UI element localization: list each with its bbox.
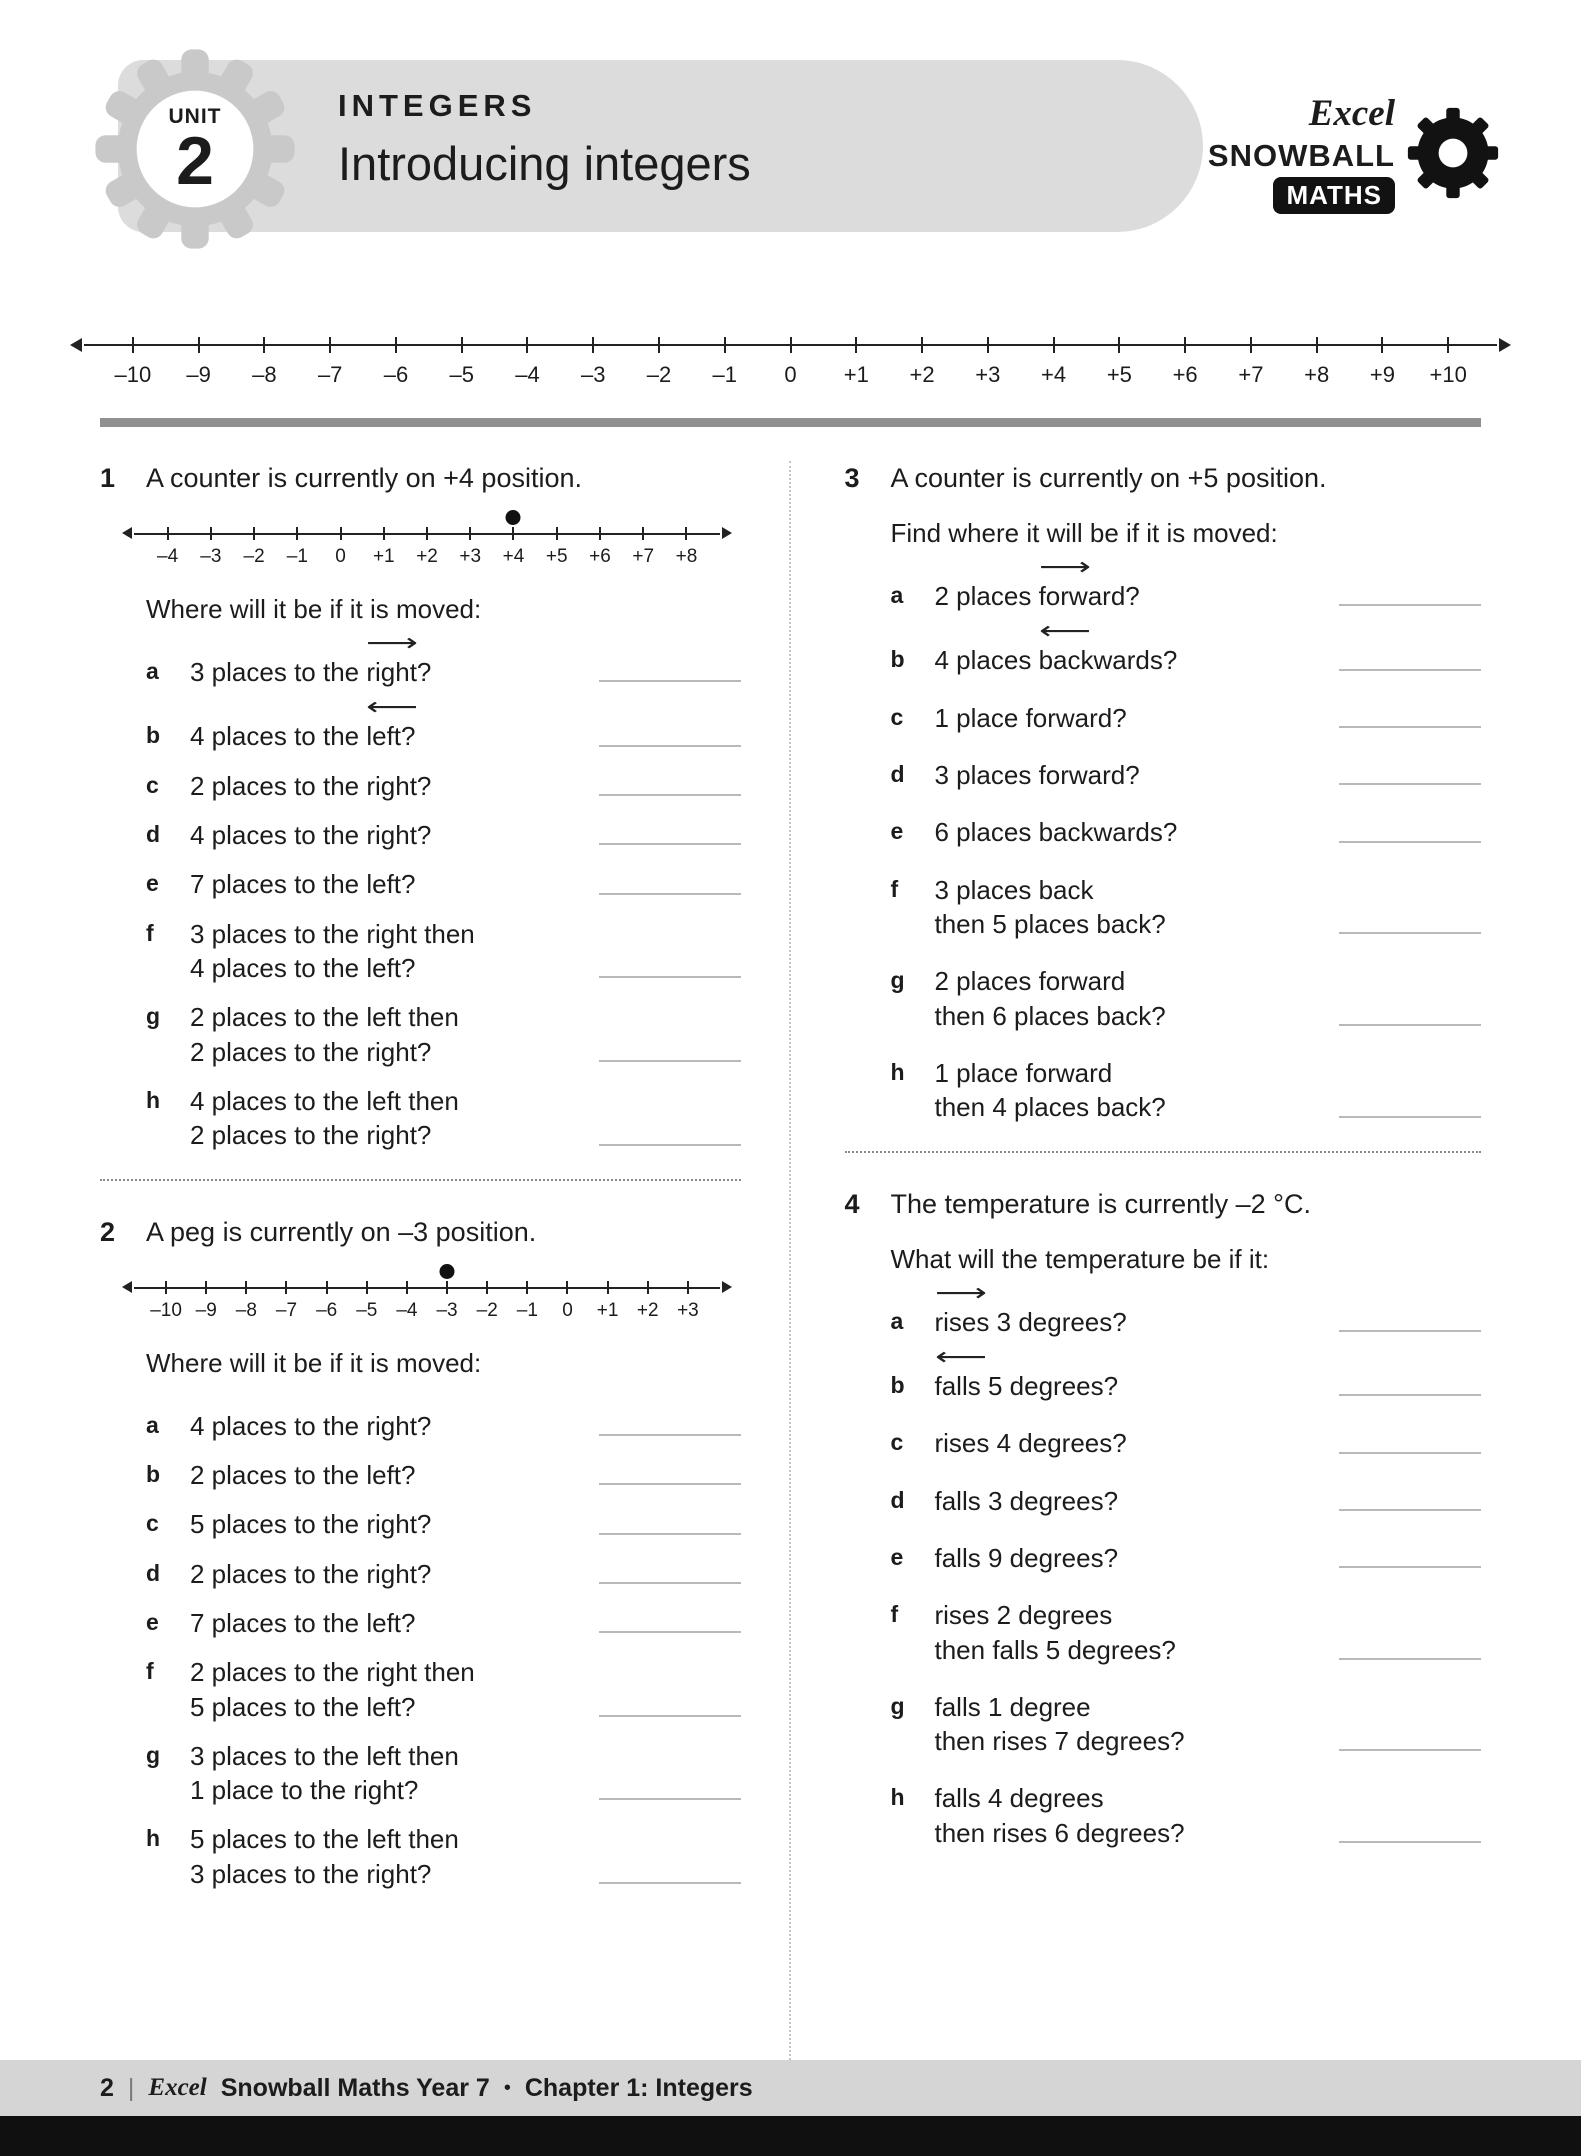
question-prompt: A peg is currently on –3 position. xyxy=(146,1216,537,1247)
item-text: 2 places to the right then 5 places to the left? xyxy=(190,1657,475,1722)
tick-label: +2 xyxy=(909,362,935,387)
item-letter: e xyxy=(890,818,904,845)
question-item xyxy=(891,1056,1482,1125)
answer-blank[interactable] xyxy=(1339,1452,1481,1454)
item-letter: c xyxy=(146,771,159,798)
question-item xyxy=(146,769,741,803)
footer-chapter: Chapter 1: Integers xyxy=(524,2073,753,2102)
item-letter: c xyxy=(146,1510,159,1537)
right-column xyxy=(791,461,1482,2060)
tick-label: –3 xyxy=(436,1299,458,1321)
page-footer xyxy=(0,2060,1581,2116)
answer-blank[interactable] xyxy=(1339,1116,1481,1118)
tick-label: –4 xyxy=(396,1299,418,1321)
footer-bullet: • xyxy=(503,2076,511,2099)
page-header xyxy=(0,0,1581,272)
question-number: 2 xyxy=(100,1216,116,1247)
answer-blank[interactable] xyxy=(1339,1024,1481,1026)
question-item xyxy=(146,1655,741,1724)
tick-label: +1 xyxy=(596,1299,619,1321)
item-letter: h xyxy=(890,1784,905,1811)
answer-blank[interactable] xyxy=(599,1483,741,1485)
right-arrowhead-icon xyxy=(722,527,732,539)
answer-blank[interactable] xyxy=(1339,669,1481,671)
question-item xyxy=(891,1484,1482,1518)
direction-arrow-icon: ⟶ xyxy=(366,628,419,658)
question-number: 4 xyxy=(844,1188,860,1219)
item-letter: d xyxy=(890,1486,905,1513)
item-text: 3 places forward? xyxy=(934,760,1140,791)
question-item xyxy=(891,964,1482,1033)
tick-label: +6 xyxy=(589,546,611,568)
item-text: 3 places to the right then 4 places to the left? xyxy=(190,918,475,983)
tick-label: +6 xyxy=(1172,362,1198,387)
unit-gear-badge xyxy=(92,46,298,252)
tick-label: –3 xyxy=(581,362,606,387)
left-arrowhead-icon xyxy=(122,1281,132,1293)
question-item xyxy=(890,552,1482,613)
number-line-axis xyxy=(134,533,720,535)
direction-arrow-icon: ⟶ xyxy=(934,1277,987,1307)
answer-blank[interactable] xyxy=(1339,1749,1481,1751)
question-item xyxy=(891,1598,1482,1667)
item-text: 1 place forward? xyxy=(934,702,1127,733)
question-item xyxy=(891,873,1482,942)
tick-label: +2 xyxy=(636,1299,659,1321)
question-item xyxy=(146,1822,741,1891)
tick-label: –2 xyxy=(476,1299,498,1321)
question-item xyxy=(890,616,1482,677)
main-number-line xyxy=(100,336,1481,388)
tick-label: –10 xyxy=(114,362,152,387)
unit-label: UNIT xyxy=(168,104,222,128)
tick-label: –1 xyxy=(712,362,738,387)
answer-blank[interactable] xyxy=(1339,1394,1481,1396)
question-items xyxy=(146,628,741,1152)
right-arrowhead-icon xyxy=(722,1281,732,1293)
item-text: falls 3 degrees? xyxy=(934,1485,1119,1516)
brand-logo xyxy=(1208,92,1501,214)
tick-label: –1 xyxy=(286,546,308,568)
answer-blank[interactable] xyxy=(599,794,741,796)
question2-number-line xyxy=(146,1280,708,1322)
answer-blank[interactable] xyxy=(1339,1330,1481,1332)
item-letter: d xyxy=(146,821,161,848)
tick-label: –5 xyxy=(356,1299,378,1321)
tick-label: +8 xyxy=(675,546,698,568)
tick-label: –10 xyxy=(150,1299,182,1321)
item-text: ⟵ falls 5 degrees? xyxy=(934,1341,1119,1401)
tick-label: +3 xyxy=(677,1299,699,1321)
item-letter: d xyxy=(146,1559,161,1586)
item-letter: d xyxy=(890,761,905,788)
item-text: 2 places forward then 6 places back? xyxy=(934,966,1166,1031)
direction-arrow-icon: ⟵ xyxy=(366,692,419,722)
question-number: 3 xyxy=(844,463,860,493)
answer-blank[interactable] xyxy=(599,843,741,845)
question-item xyxy=(146,692,741,753)
question-items xyxy=(890,1277,1482,1850)
tick-label: +9 xyxy=(1369,362,1395,387)
item-letter: a xyxy=(890,1307,904,1334)
item-letter: h xyxy=(890,1058,905,1085)
item-text: 2 places to the left then 2 places to the right? xyxy=(190,1002,459,1067)
item-letter: g xyxy=(146,1003,161,1030)
question-subprompt: Where will it be if it is moved: xyxy=(146,594,482,625)
question1-number-line xyxy=(146,526,708,568)
tick-label: +1 xyxy=(372,546,395,568)
tick-label: +3 xyxy=(975,362,1001,387)
question-item xyxy=(146,628,741,689)
question-item xyxy=(891,758,1482,792)
question-item xyxy=(890,1341,1482,1403)
item-text: 5 places to the left then 3 places to the right? xyxy=(190,1824,459,1889)
footer-brand-excel: Excel xyxy=(148,2074,207,2101)
item-text: 4 places ⟵ backwards? xyxy=(934,616,1178,676)
brand-snowball: SNOWBALL xyxy=(1207,138,1395,173)
section-rule xyxy=(100,418,1481,427)
answer-blank[interactable] xyxy=(599,1582,741,1584)
question-4 xyxy=(845,1187,1482,1851)
tick-label: 0 xyxy=(562,1299,573,1321)
number-line-axis xyxy=(84,344,1497,346)
tick-label: 0 xyxy=(784,362,797,387)
tick-label: –9 xyxy=(186,362,211,387)
item-text: 2 places to the right? xyxy=(190,770,432,801)
question-item xyxy=(146,867,741,901)
item-letter: b xyxy=(890,1371,905,1398)
item-text: rises 2 degrees then falls 5 degrees? xyxy=(934,1600,1176,1665)
question-item xyxy=(146,917,741,986)
question-items xyxy=(146,1409,741,1891)
question-items xyxy=(890,552,1482,1124)
answer-blank[interactable] xyxy=(599,893,741,895)
tick-label: –1 xyxy=(516,1299,538,1321)
question-divider xyxy=(845,1151,1482,1153)
tick-label: –4 xyxy=(157,546,179,568)
item-text: 3 places to the ⟶ right? xyxy=(190,628,432,688)
question-item xyxy=(146,1606,741,1640)
item-letter: h xyxy=(146,1825,161,1852)
brand-excel: Excel xyxy=(1308,93,1395,134)
page-number: 2 xyxy=(100,2073,114,2102)
question-columns xyxy=(100,461,1481,2060)
answer-blank[interactable] xyxy=(1339,1509,1481,1511)
tick-label: –4 xyxy=(515,362,540,387)
item-letter: b xyxy=(146,722,161,749)
item-text: 7 places to the left? xyxy=(190,869,416,900)
answer-blank[interactable] xyxy=(599,976,741,978)
item-letter: g xyxy=(146,1741,161,1768)
tick-label: –6 xyxy=(316,1299,338,1321)
answer-blank[interactable] xyxy=(1339,1566,1481,1568)
question-item xyxy=(146,1409,741,1443)
question-subprompt: What will the temperature be if it: xyxy=(890,1243,1270,1274)
page-edge-bar xyxy=(0,2116,1581,2156)
tick-label: +7 xyxy=(1238,362,1264,387)
question-item xyxy=(146,1739,741,1808)
question-item xyxy=(891,1781,1482,1850)
brand-gear-icon xyxy=(1405,105,1501,201)
tick-label: –8 xyxy=(252,362,277,387)
question-item xyxy=(146,818,741,852)
item-text: 4 places to the ⟵ left? xyxy=(190,692,419,752)
question-item xyxy=(891,815,1482,849)
tick-label: +8 xyxy=(1304,362,1330,387)
item-letter: f xyxy=(890,1601,899,1628)
question-number: 1 xyxy=(100,463,116,493)
tick-label: +2 xyxy=(416,546,438,568)
answer-blank[interactable] xyxy=(599,1144,741,1146)
item-text: 7 places to the left? xyxy=(190,1607,416,1638)
question-prompt: A counter is currently on +5 position. xyxy=(890,463,1327,493)
item-text: 4 places to the right? xyxy=(190,1410,432,1441)
item-letter: e xyxy=(890,1543,904,1570)
item-text: rises 4 degrees? xyxy=(934,1428,1127,1459)
question-item xyxy=(146,1458,741,1492)
tick-label: +4 xyxy=(502,546,525,568)
item-text: 3 places back then 5 places back? xyxy=(934,874,1166,939)
item-letter: g xyxy=(890,967,905,994)
tick-label: +5 xyxy=(1106,362,1132,387)
direction-arrow-icon: ⟶ xyxy=(1038,552,1091,582)
tick-label: –3 xyxy=(200,546,222,568)
counter-dot xyxy=(506,510,521,525)
tick-label: +7 xyxy=(632,546,655,568)
item-letter: f xyxy=(146,1658,154,1685)
question-item xyxy=(891,1426,1482,1460)
answer-blank[interactable] xyxy=(599,1631,741,1633)
question-3 xyxy=(845,461,1482,1125)
direction-arrow-icon: ⟵ xyxy=(1038,616,1091,646)
tick-label: –2 xyxy=(646,362,672,387)
question-subprompt: Find where it will be if it is moved: xyxy=(890,518,1278,549)
item-text: 5 places to the right? xyxy=(190,1509,432,1540)
left-column xyxy=(100,461,791,2060)
item-letter: e xyxy=(146,1608,159,1635)
item-letter: b xyxy=(890,646,905,673)
number-line-axis xyxy=(134,1287,720,1289)
item-letter: h xyxy=(146,1086,161,1113)
right-arrowhead-icon xyxy=(1499,338,1511,352)
question-item xyxy=(146,1084,741,1153)
tick-label: +1 xyxy=(843,362,869,387)
tick-label: +5 xyxy=(545,546,568,568)
tick-label: –7 xyxy=(275,1299,298,1321)
item-text: 1 place forward then 4 places back? xyxy=(934,1057,1166,1123)
item-letter: a xyxy=(890,582,904,609)
answer-blank[interactable] xyxy=(1339,1841,1481,1843)
answer-blank[interactable] xyxy=(599,1882,741,1884)
question-prompt: The temperature is currently –2 °C. xyxy=(890,1188,1311,1219)
question-divider xyxy=(100,1179,741,1181)
item-text: falls 9 degrees? xyxy=(934,1542,1119,1573)
item-text: falls 1 degree then rises 7 degrees? xyxy=(934,1691,1185,1757)
tick-label: –6 xyxy=(383,362,409,387)
footer-brand-rest: Snowball Maths Year 7 xyxy=(220,2073,490,2102)
unit-number: 2 xyxy=(176,122,214,199)
item-letter: e xyxy=(146,870,159,897)
tick-label: –5 xyxy=(449,362,474,387)
question-1 xyxy=(100,461,741,1153)
tick-label: –8 xyxy=(235,1299,257,1321)
unit-kicker: INTEGERS xyxy=(338,88,537,123)
question-item xyxy=(891,701,1482,735)
answer-blank[interactable] xyxy=(599,745,741,747)
tick-label: –9 xyxy=(195,1299,217,1321)
answer-blank[interactable] xyxy=(1339,932,1481,934)
tick-label: –7 xyxy=(317,362,343,387)
answer-blank[interactable] xyxy=(1339,604,1481,606)
answer-blank[interactable] xyxy=(599,1434,741,1436)
answer-blank[interactable] xyxy=(599,1715,741,1717)
item-text: 2 places to the left? xyxy=(190,1459,416,1490)
tick-label: +4 xyxy=(1041,362,1067,387)
item-letter: f xyxy=(146,919,154,946)
direction-arrow-icon: ⟵ xyxy=(934,1341,987,1371)
question-item xyxy=(146,1000,741,1069)
brand-maths-badge: MATHS xyxy=(1273,177,1395,214)
item-letter: g xyxy=(890,1692,905,1719)
footer-separator: | xyxy=(127,2073,135,2102)
answer-blank[interactable] xyxy=(599,1798,741,1800)
answer-blank[interactable] xyxy=(1339,1658,1481,1660)
answer-blank[interactable] xyxy=(599,1060,741,1062)
page-title: Introducing integers xyxy=(338,137,751,190)
answer-blank[interactable] xyxy=(1339,841,1481,843)
answer-blank[interactable] xyxy=(1339,783,1481,785)
answer-blank[interactable] xyxy=(1339,726,1481,728)
question-item xyxy=(890,1277,1482,1339)
answer-blank[interactable] xyxy=(599,680,741,682)
left-arrowhead-icon xyxy=(70,338,82,352)
question-item xyxy=(146,1507,741,1541)
item-text: 4 places to the left then 2 places to the right? xyxy=(190,1085,459,1151)
item-text: ⟶ rises 3 degrees? xyxy=(934,1277,1127,1337)
item-text: 4 places to the right? xyxy=(190,820,432,851)
item-letter: c xyxy=(890,703,904,730)
question-item xyxy=(891,1690,1482,1759)
item-letter: c xyxy=(890,1429,904,1456)
item-text: 2 places to the right? xyxy=(190,1558,432,1589)
peg-dot xyxy=(440,1264,455,1279)
tick-label: –2 xyxy=(243,546,265,568)
item-letter: b xyxy=(146,1460,161,1487)
answer-blank[interactable] xyxy=(599,1533,741,1535)
item-letter: a xyxy=(146,1411,159,1438)
tick-label: +10 xyxy=(1429,362,1467,387)
item-text: 2 places ⟶ forward? xyxy=(934,552,1140,612)
left-arrowhead-icon xyxy=(122,527,132,539)
question-item xyxy=(146,1557,741,1591)
question-prompt: A counter is currently on +4 position. xyxy=(146,463,582,493)
item-text: falls 4 degrees then rises 6 degrees? xyxy=(934,1783,1185,1848)
item-letter: a xyxy=(146,658,159,685)
question-2 xyxy=(100,1215,741,1892)
question-item xyxy=(891,1541,1482,1575)
tick-label: +3 xyxy=(459,546,482,568)
item-text: 6 places backwards? xyxy=(934,817,1178,848)
tick-label: 0 xyxy=(335,546,346,568)
item-text: 3 places to the left then 1 place to the right? xyxy=(190,1740,459,1806)
question-subprompt: Where will it be if it is moved: xyxy=(146,1347,482,1378)
item-letter: f xyxy=(890,875,899,902)
